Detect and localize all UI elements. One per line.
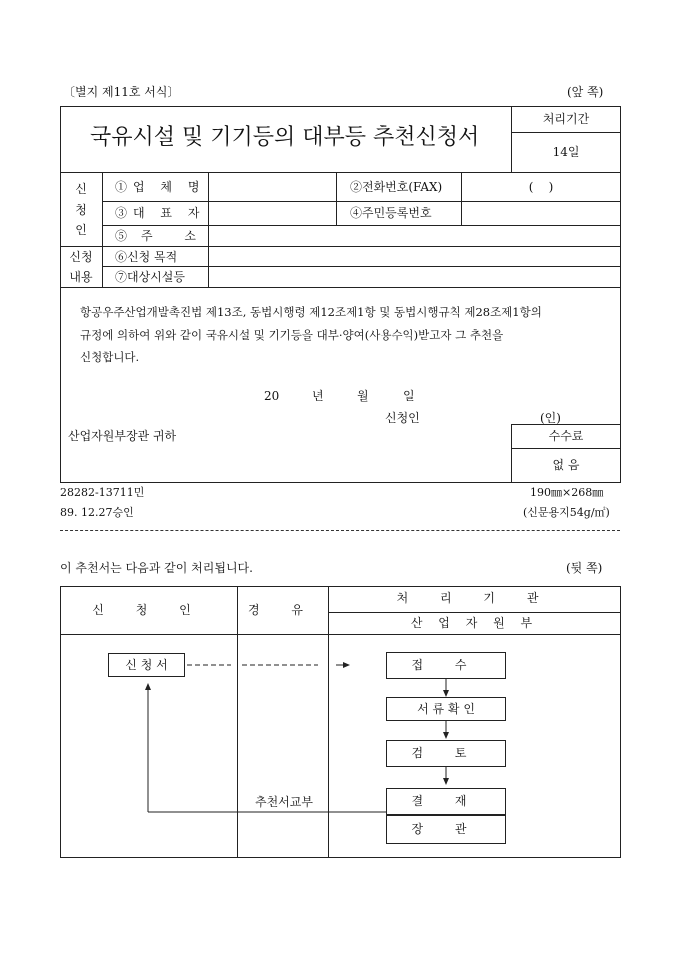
step-minister: 장 관 — [386, 815, 506, 844]
fee-value: 없 음 — [552, 458, 580, 472]
body-line-3: 신청합니다. — [80, 350, 140, 364]
address-label: ⑤주 소 — [115, 229, 210, 243]
step-receipt: 접 수 — [386, 652, 506, 679]
flow-delivery-label: 추천서교부 — [255, 795, 313, 809]
body-line-2: 규정에 의하여 위와 같이 국유시설 및 기기등을 대부·양여(사용수익)받고자 그 추천을 — [80, 328, 504, 342]
section-request-2: 내용 — [69, 270, 93, 284]
form-title: 국유시설 및 기기등의 대부등 추천신청서 — [90, 125, 480, 150]
section-applicant-1: 신 — [75, 182, 87, 196]
back-intro: 이 추천서는 다음과 같이 처리됩니다. — [60, 561, 253, 575]
section-applicant-2: 청 — [75, 203, 87, 217]
registration-number-label: ④주민등록번호 — [350, 206, 432, 220]
target-facility-label: ⑦대상시설등 — [115, 270, 185, 284]
phone-value: ( ) — [528, 180, 554, 194]
step-approval: 결 재 — [386, 788, 506, 815]
signer-label: 신청인 — [385, 411, 420, 425]
body-line-1: 항공우주산업개발촉진법 제13조, 동법시행령 제12조제1항 및 동법시행규칙 제28조제1항의 — [80, 305, 542, 319]
representative-label: ③대 표 자 — [115, 206, 206, 220]
approval-note: 89. 12.27승인 — [60, 506, 134, 519]
col-via: 경 유 — [248, 603, 317, 617]
col-processing-org: 처 리 기 관 — [396, 591, 553, 605]
paper-size: 190㎜×268㎜ — [530, 486, 604, 499]
company-name-label: ①업 체 명 — [115, 180, 206, 194]
section-applicant-3: 인 — [75, 223, 87, 237]
recipient: 산업자원부장관 귀하 — [68, 429, 177, 443]
form-code: 28282-13711민 — [60, 486, 145, 499]
col-ministry: 산 업 자 원 부 — [410, 616, 539, 630]
date-day: 일 — [403, 389, 415, 403]
flow-application-box: 신 청 서 — [108, 653, 185, 677]
paper-spec: (신문용지54g/㎡) — [523, 506, 610, 519]
step-document-check: 서 류 확 인 — [386, 697, 506, 721]
date-year: 20 — [264, 389, 280, 403]
purpose-label: ⑥신청 목적 — [115, 250, 178, 264]
phone-label: ②전화번호(FAX) — [350, 180, 443, 194]
back-page-label: (뒷 쪽) — [566, 561, 603, 575]
date-month: 월 — [357, 389, 369, 403]
date-year-suffix: 년 — [312, 389, 324, 403]
step-review: 검 토 — [386, 740, 506, 767]
processing-period-label: 처리기간 — [542, 112, 590, 126]
section-request-1: 신청 — [69, 250, 93, 264]
col-applicant: 신 청 인 — [92, 603, 205, 617]
processing-period-value: 14일 — [552, 145, 580, 159]
form-number: 〔별지 제11호 서식〕 — [63, 85, 180, 99]
fee-label: 수수료 — [548, 429, 584, 443]
front-page-label: (앞 쪽) — [567, 85, 604, 99]
seal-mark: (인) — [540, 411, 561, 425]
